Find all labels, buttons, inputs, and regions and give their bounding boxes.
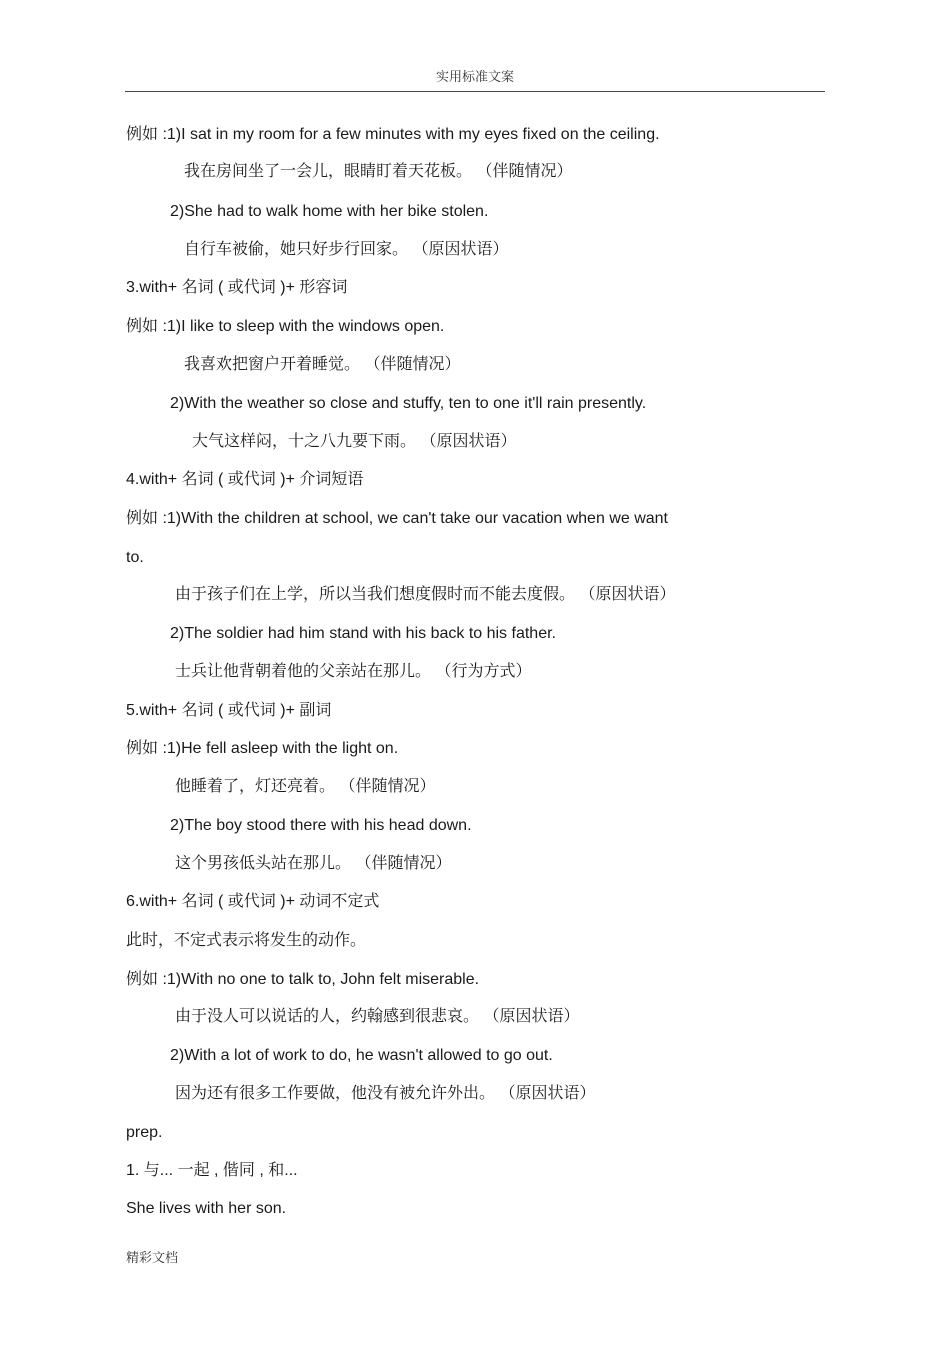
example-line: 2)With the weather so close and stuffy, ten to one it'll rain presently. [170, 395, 647, 412]
section-heading: 5.with+ 名词 ( 或代词 )+ 副词 [126, 702, 332, 719]
translation-line: 我喜欢把窗户开着睡觉。 （伴随情况） [184, 356, 461, 373]
section-heading: 3.with+ 名词 ( 或代词 )+ 形容词 [126, 279, 348, 296]
translation-line: 由于孩子们在上学，所以当我们想度假时而不能去度假。 （原因状语） [175, 586, 676, 603]
example-line-continued: to. [126, 549, 144, 566]
page-header: 实用标准文案 [435, 69, 514, 84]
example-line: 例如 :1)With no one to talk to, John felt miserable. [126, 971, 480, 988]
translation-line: 由于没人可以说话的人，约翰感到很悲哀。 （原因状语） [175, 1008, 580, 1025]
example-line: 2)With a lot of work to do, he wasn't allowed to go out. [170, 1047, 553, 1064]
page-footer: 精彩文档 [126, 1250, 179, 1265]
example-line: 例如 :1)I sat in my room for a few minutes with my eyes fixed on the ceiling. [126, 126, 660, 143]
translation-line: 我在房间坐了一会儿，眼睛盯着天花板。 （伴随情况） [184, 163, 573, 180]
translation-line: 他睡着了，灯还亮着。 （伴随情况） [175, 778, 436, 795]
part-of-speech: prep. [126, 1124, 163, 1141]
translation-line: 这个男孩低头站在那儿。 （伴随情况） [175, 855, 452, 872]
translation-line: 自行车被偷，她只好步行回家。 （原因状语） [184, 241, 509, 258]
example-line: 例如 :1)He fell asleep with the light on. [126, 740, 399, 757]
example-line: 例如 :1)With the children at school, we can't take our vacation when we want [126, 510, 668, 527]
section-heading: 6.with+ 名词 ( 或代词 )+ 动词不定式 [126, 893, 380, 910]
example-line: 例如 :1)I like to sleep with the windows open. [126, 318, 445, 335]
translation-line: 士兵让他背朝着他的父亲站在那儿。 （行为方式） [175, 663, 532, 680]
example-line: 2)The boy stood there with his head down. [170, 817, 472, 834]
translation-line: 大气这样闷，十之八九要下雨。 （原因状语） [192, 433, 517, 450]
translation-line: 因为还有很多工作要做，他没有被允许外出。 （原因状语） [175, 1085, 596, 1102]
example-line: She lives with her son. [126, 1200, 287, 1217]
explanation-line: 此时，不定式表示将发生的动作。 [126, 932, 367, 949]
header-rule [125, 91, 825, 92]
definition-line: 1. 与... 一起 , 偕同 , 和... [126, 1162, 298, 1179]
section-heading: 4.with+ 名词 ( 或代词 )+ 介词短语 [126, 471, 364, 488]
example-line: 2)She had to walk home with her bike stolen. [170, 203, 489, 220]
example-line: 2)The soldier had him stand with his back to his father. [170, 625, 556, 642]
